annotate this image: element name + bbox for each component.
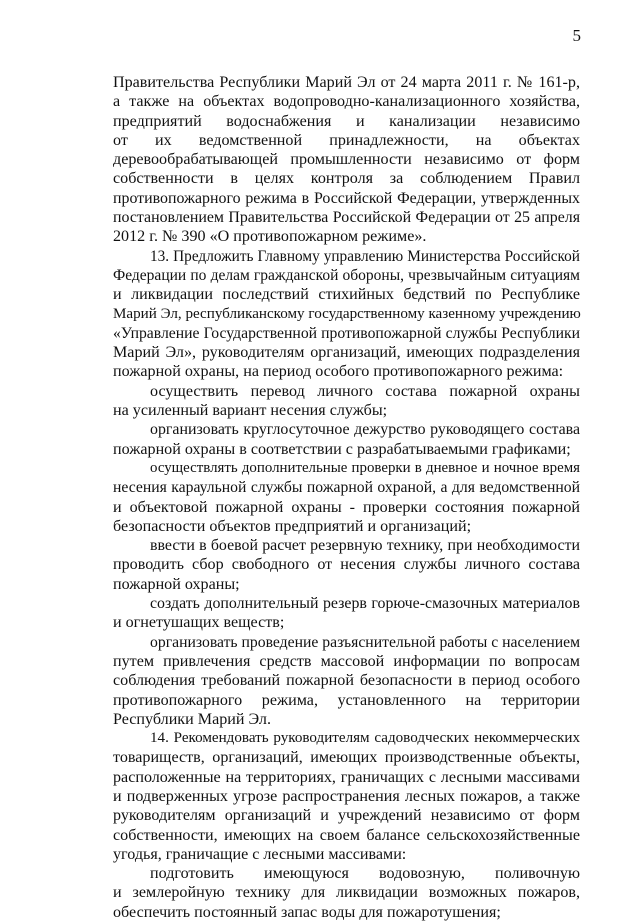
text-line: деревообрабатывающей промышленности независимо от форм <box>113 151 580 169</box>
text-line: 14. Рекомендовать руководителям садоводческих некоммерческих <box>150 730 580 747</box>
text-line: 13. Предложить Главному управлению Министерства Российской <box>150 247 580 265</box>
text-line: «Управление Государственной противопожарной службы Республики <box>113 324 580 342</box>
text-line: Правительства Республики Марий Эл от 24 марта 2011 г. № 161-р, <box>113 74 580 91</box>
text-line: и объектовой пожарной охраны - проверки состояния пожарной <box>113 498 580 516</box>
text-line: пожарной охраны; <box>113 575 240 593</box>
text-line: несения караульной службы пожарной охраной, а для ведомственной <box>113 479 580 497</box>
text-line: и землеройную технику для ликвидации возможных пожаров, <box>113 884 580 902</box>
text-line: создать дополнительный резерв горюче-смазочных материалов <box>150 595 580 613</box>
page-number: 5 <box>572 26 581 45</box>
text-line: собственности, имеющих на своем балансе сельскохозяйственные <box>113 826 580 844</box>
text-line: противопожарного режима, установленного на территории <box>113 691 580 709</box>
text-line: от их ведомственной принадлежности, на объектах <box>113 131 580 149</box>
text-line: организовать проведение разъяснительной работы с населением <box>150 633 581 651</box>
document-body <box>113 73 580 922</box>
text-line: угодья, граничащие с лесными массивами: <box>113 845 407 863</box>
text-line: соблюдения требований пожарной безопасности в период особого <box>113 672 580 690</box>
text-line: руководителям организаций и учреждений независимо от форм <box>113 807 580 825</box>
text-line: пожарной охраны в соответствии с разрабатываемыми графиками; <box>113 440 571 458</box>
text-line: и подверженных угрозе распространения лесных пожаров, а также <box>113 787 580 805</box>
text-line: собственности в целях контроля за соблюдением Правил <box>113 170 580 188</box>
text-line: осуществлять дополнительные проверки в дневное и ночное время <box>150 459 580 476</box>
text-line: Марий Эл», руководителям организаций, имеющих подразделения <box>113 344 580 362</box>
text-line: Марий Эл, республиканскому государственному казенному учреждению <box>113 305 581 322</box>
text-line: Федерации по делам гражданской обороны, чрезвычайным ситуациям <box>113 266 580 284</box>
text-line: товариществ, организаций, имеющих производственные объекты, <box>113 749 580 767</box>
text-line: подготовить имеющуюся водовозную, поливочную <box>150 865 580 883</box>
text-line: предприятий водоснабжения и канализации независимо <box>113 112 580 130</box>
text-line: проводить сбор свободного от несения службы личного состава <box>113 556 580 574</box>
text-line: организовать круглосуточное дежурство руководящего состава <box>150 421 580 439</box>
text-line: ввести в боевой расчет резервную технику, при необходимости <box>150 537 580 555</box>
text-line: 2012 г. № 390 «О противопожарном режиме». <box>113 228 427 246</box>
text-line: путем привлечения средств массовой информации по вопросам <box>113 652 580 670</box>
text-line: и огнетушащих веществ; <box>113 614 285 632</box>
text-line: обеспечить постоянный запас воды для пожаротушения; <box>113 903 501 921</box>
text-line: Республики Марий Эл. <box>113 710 271 728</box>
text-line: на усиленный вариант несения службы; <box>113 402 388 420</box>
text-line: безопасности объектов предприятий и организаций; <box>113 517 472 535</box>
text-line: и ликвидации последствий стихийных бедствий по Республике <box>113 286 580 304</box>
text-line: противопожарного режима в Российской Федерации, утвержденных <box>113 189 580 207</box>
text-line: расположенные на территориях, граничащих с лесными массивами <box>113 768 580 786</box>
text-line: а также на объектах водопроводно-канализационного хозяйства, <box>113 93 580 111</box>
text-line: пожарной охраны, на период особого противопожарного режима: <box>113 363 564 381</box>
text-line: постановлением Правительства Российской Федерации от 25 апреля <box>113 209 580 227</box>
text-line: осуществить перевод личного состава пожарной охраны <box>150 382 580 400</box>
